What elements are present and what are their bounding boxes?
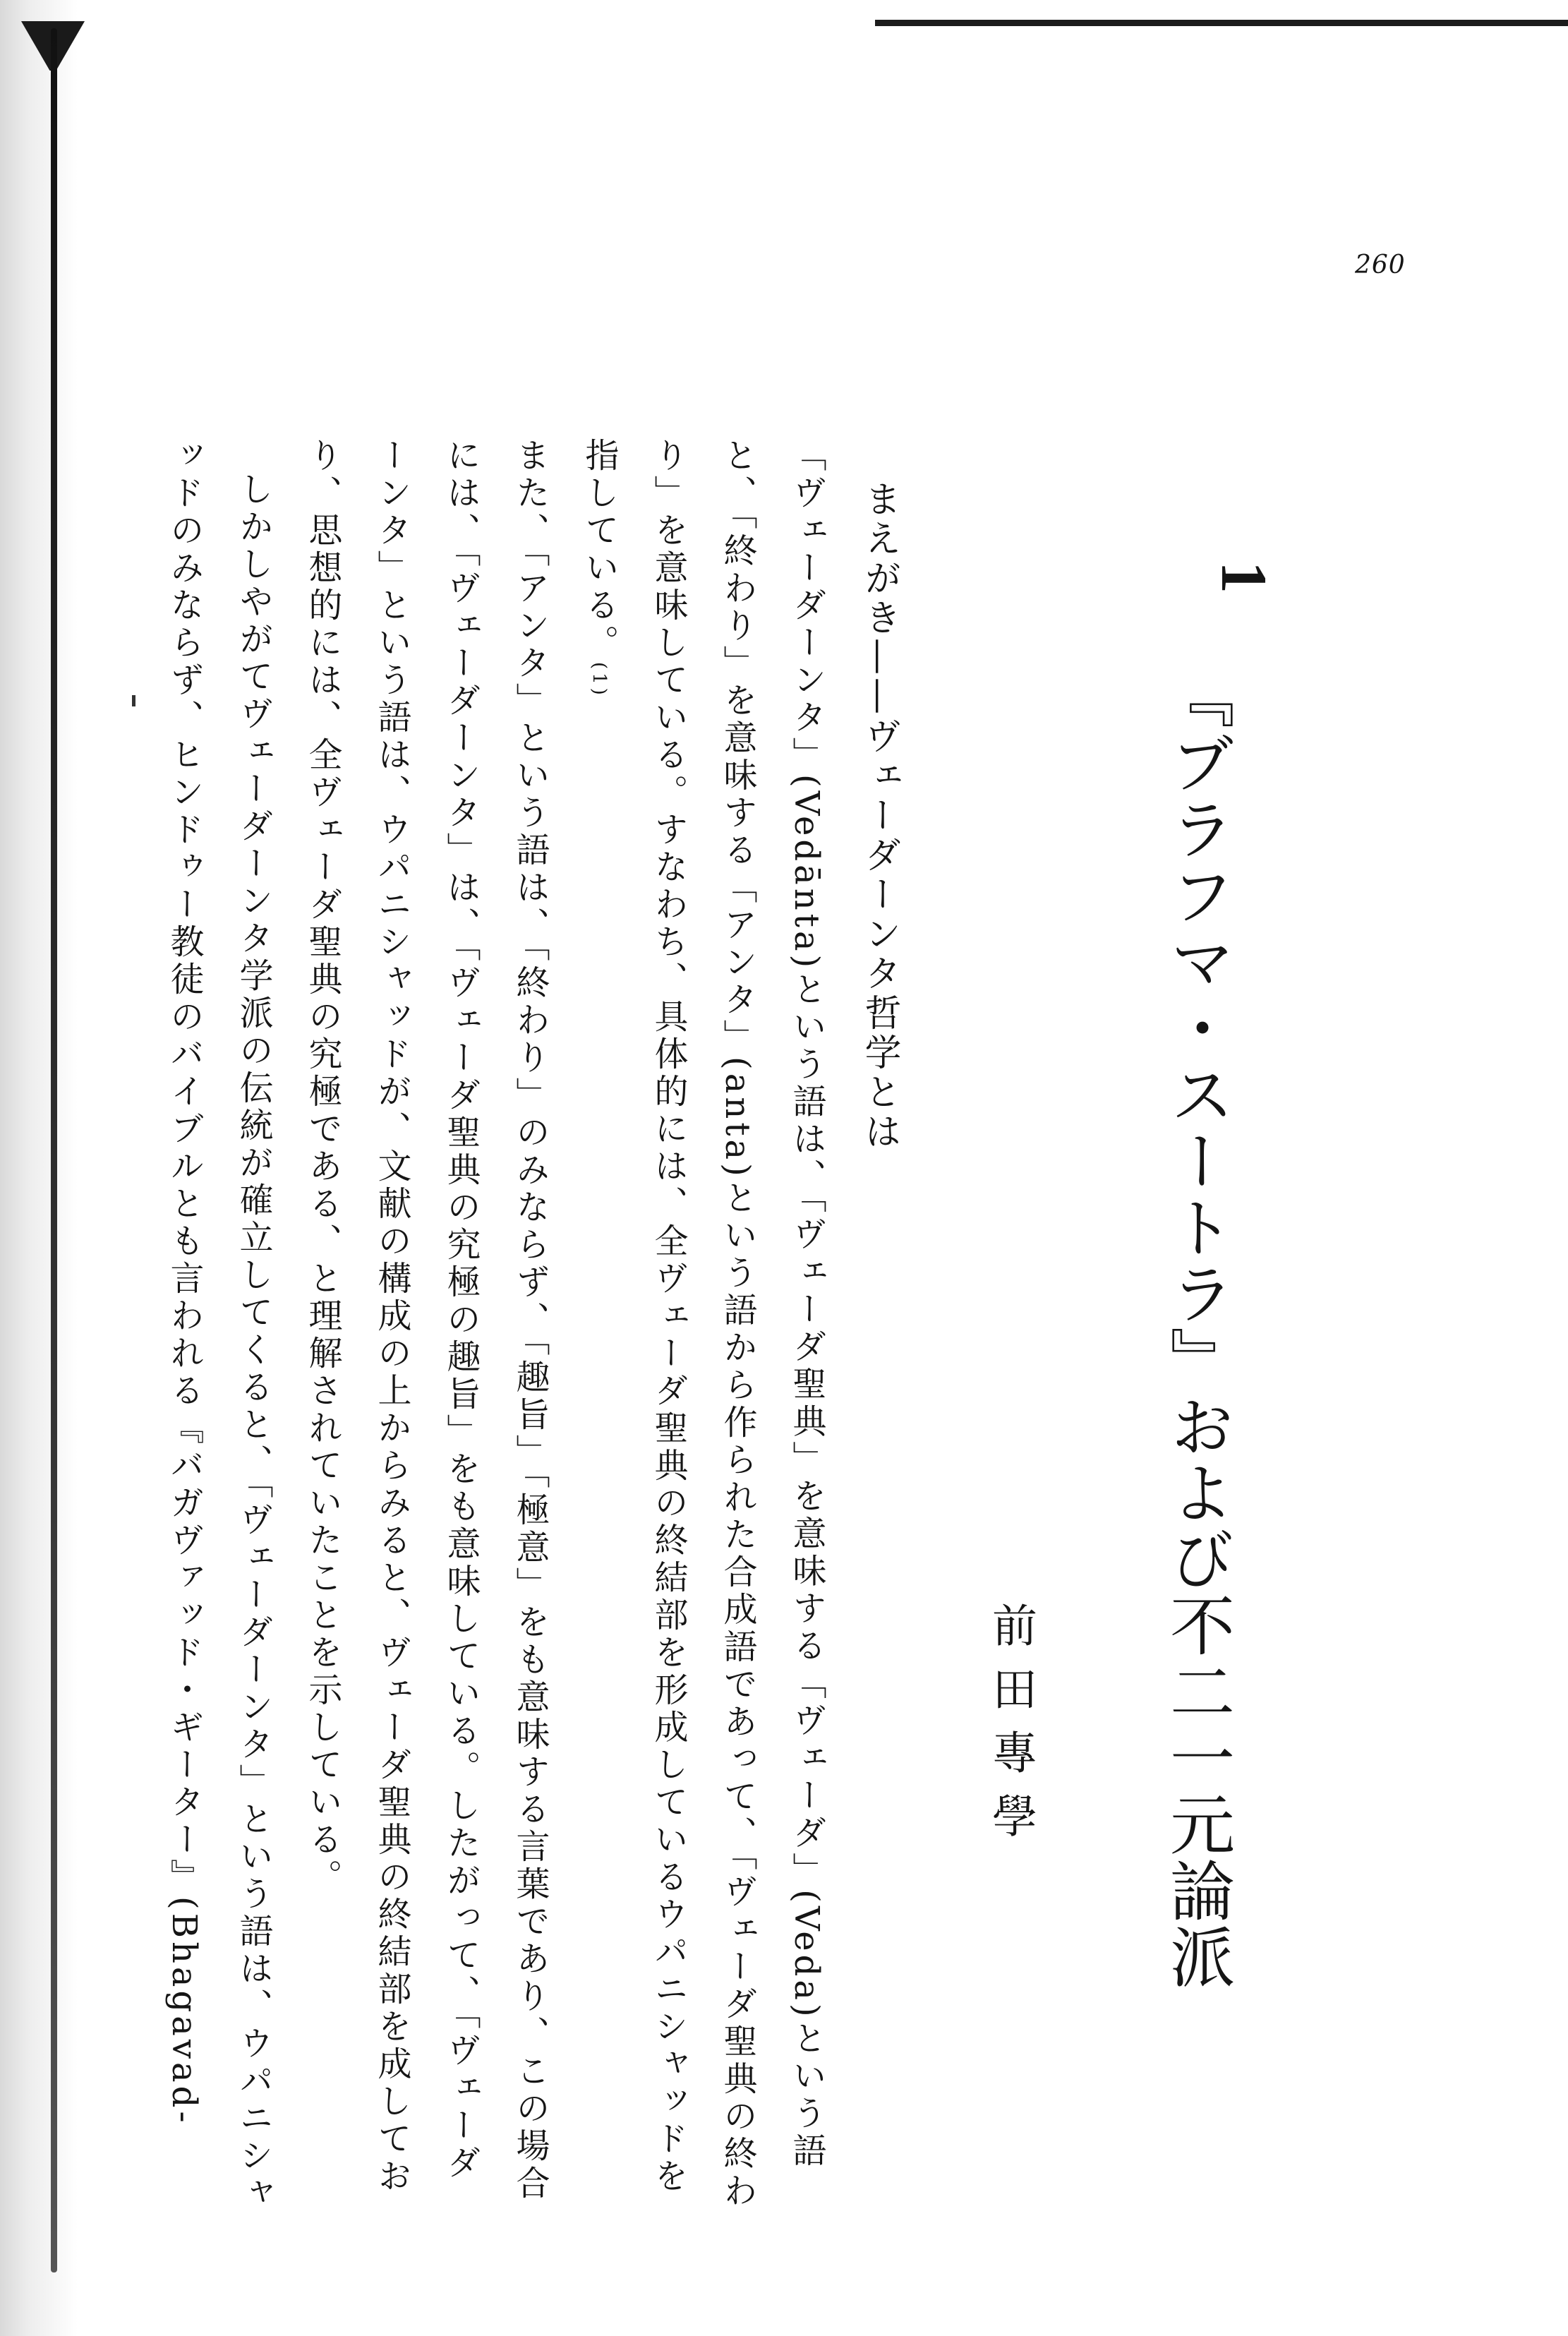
paragraph-1 [565,438,841,2216]
body-text [150,438,841,2216]
scan-binding-line [51,28,57,2272]
chapter-title: 『ブラフマ・スートラ』および不二一元論派 [1159,663,1235,1990]
scan-page-edge [0,0,78,2336]
paragraph-2: また、「アンタ」という語は、「終わり」のみならず、「趣旨」「極意」をも意味する言葉であり、この場合には、「ヴェーダーンタ」は、「ヴェーダ聖典の究極の趣旨」をも意味している。したがって、「ヴェーダーンタ」という語は、ウパニシャッドが、文献の構成の上からみると、ヴェーダ聖典の終結部を成しており、思想的には、全ヴェーダ聖典の究極である、と理解されていたことを示している。 [303,438,550,2203]
paragraph-3: しかしやがてヴェーダーンタ学派の伝統が確立してくると、「ヴェーダーンタ」という語は、ウパニシャッドのみならず、ヒンドゥー教徒のバイブルとも言われる『バガヴァッド・ギーター』(Bhagavad- [164,438,273,2212]
chapter-number: 1 [1208,561,1280,594]
top-rule [875,20,1568,26]
section-heading: まえがき——ヴェーダーンタ哲学とは [858,480,900,1152]
footnote-marker: (1) [589,662,610,699]
author-name: 前田專學 [984,1602,1037,1856]
paragraph-1-text: 「ヴェーダーンタ」(Vedānta)という語は、「ヴェーダ聖典」を意味する「ヴェーダ」(Veda)という語と、「終わり」を意味する「アンタ」(anta)という語から作られた合成語であって、「ヴェーダ聖典の終わり」を意味している。すなわち、具体的には、全ヴェーダ聖典の終結部を形成しているウパニシャッドを指している。 [579,438,826,2210]
scan-speck [132,695,135,706]
page-number: 260 [1355,251,1406,279]
